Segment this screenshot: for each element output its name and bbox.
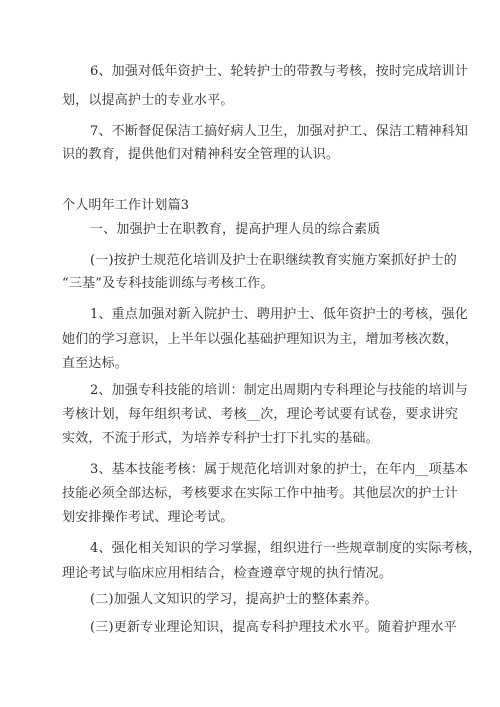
text-line: 2、加强专科技能的培训：制定出周期内专科理论与技能的培训与: [90, 383, 469, 398]
text-line: 划，以提高护士的专业水平。: [62, 93, 234, 108]
section-heading: 个人明年工作计划篇3: [62, 198, 190, 213]
text-line: 她们的学习意识，上半年以强化基础护理知识为主，增加考核次数，: [62, 332, 459, 347]
text-line: 直至达标。: [62, 356, 129, 371]
text-line: 6、加强对低年资护士、轮转护士的带教与考核，按时完成培训计: [90, 64, 469, 79]
text-line: 实效，不流于形式，为培养专科护士打下扎实的基础。: [62, 431, 379, 446]
text-line: 识的教育，提供他们对精神科安全管理的认识。: [62, 147, 340, 162]
text-line: (二)加强人文知识的学习，提高护士的整体素养。: [90, 592, 378, 607]
text-line: (一)按护士规范化培训及护士在职继续教育实施方案抓好护士的: [90, 253, 457, 268]
text-line: 4、强化相关知识的学习掌握，组织进行一些规章制度的实际考核，: [90, 541, 482, 556]
text-line: 考核计划，每年组织考试、考核__次，理论考试要有试卷，要求讲究: [62, 407, 459, 422]
text-line: 7、不断督促保洁工搞好病人卫生，加强对护工、保洁工精神科知: [90, 124, 469, 139]
text-line: “三基”及专科技能训练与考核工作。: [62, 276, 274, 291]
text-line: 技能必须全部达标，考核要求在实际工作中抽考。其他层次的护士计: [62, 486, 459, 501]
text-line: 划安排操作考试、理论考试。: [62, 510, 234, 525]
text-line: 3、基本技能考核：属于规范化培训对象的护士，在年内__项基本: [90, 462, 469, 477]
text-line: 理论考试与临床应用相结合，检查遵章守规的执行情况。: [62, 566, 393, 581]
text-line: 一、加强护士在职教育，提高护理人员的综合素质: [90, 222, 381, 237]
text-line: 1、重点加强对新入院护士、聘用护士、低年资护士的考核，强化: [90, 307, 469, 322]
text-line: (三)更新专业理论知识，提高专科护理技术水平。随着护理水平: [90, 620, 457, 635]
